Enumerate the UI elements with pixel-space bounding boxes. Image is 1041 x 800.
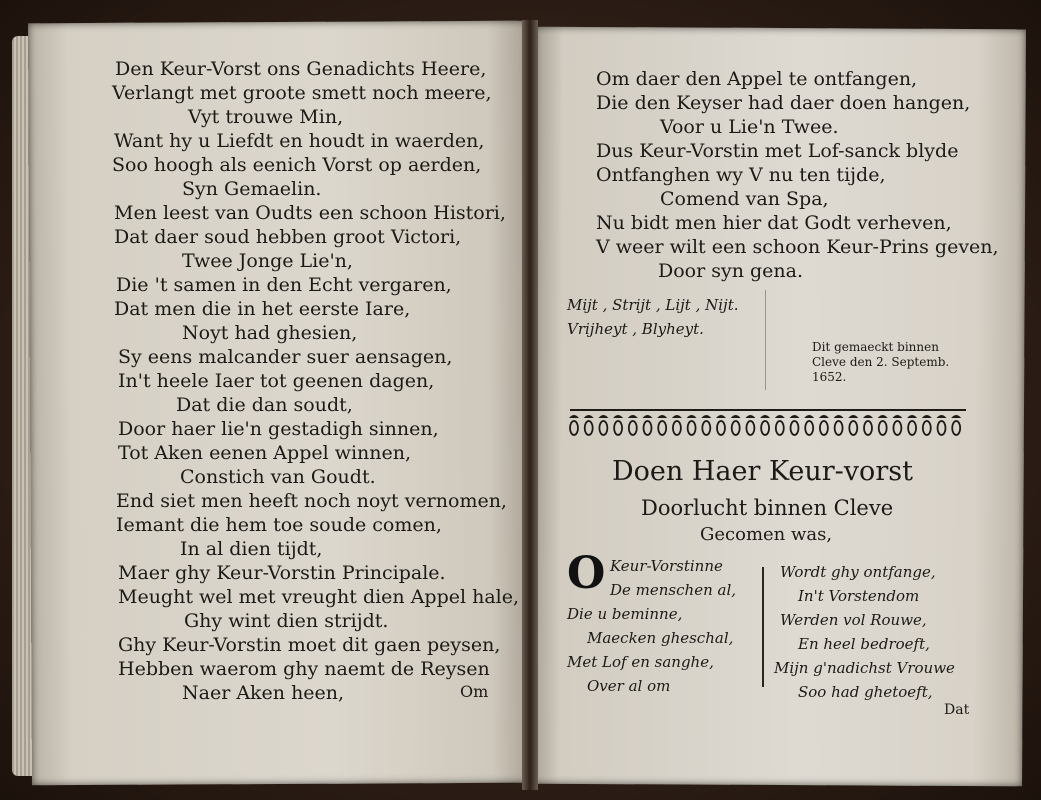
catchword: Om [460, 682, 489, 701]
verse-line: Syn Gemaelin. [182, 178, 322, 200]
ornament-acorn-cap [775, 415, 785, 418]
ornament-acorn-cap [657, 415, 667, 418]
ornament-row [569, 415, 961, 435]
verse-line: Soo hoogh als eenich Vorst op aerden, [112, 154, 482, 176]
verse-line: Iemant die hem toe soude comen, [116, 514, 442, 536]
ornament-acorn-cap [643, 415, 653, 418]
poem-line: Die u beminne, [567, 605, 683, 623]
verse-line: Meught wel met vreught dien Appel hale, [118, 586, 520, 608]
verse-line: Dus Keur-Vorstin met Lof-sanck blyde [596, 140, 959, 162]
verse-line: Den Keur-Vorst ons Genadichts Heere, [115, 58, 487, 80]
divider [765, 290, 766, 390]
ornament-acorn [658, 421, 666, 435]
verse-line: Hebben waerom ghy naemt de Reysen [118, 658, 490, 680]
verse-line: Noyt had ghesien, [182, 322, 358, 344]
ornament-acorn [732, 421, 740, 435]
section-subheading: Gecomen was, [700, 524, 833, 545]
verse-line: Dat daer soud hebben groot Victori, [114, 226, 462, 248]
ornament-acorn [938, 421, 946, 435]
ornament-acorn [746, 421, 754, 435]
ornament-acorn [893, 421, 901, 435]
ornament-acorn [791, 421, 799, 435]
ornament-acorn-cap [569, 415, 579, 418]
motto-line: Mijt , Strijt , Lijt , Nijt. [567, 296, 739, 314]
verse-line: Ghy wint dien strijdt. [184, 610, 389, 632]
ornament-acorn-cap [951, 415, 961, 418]
verse-line: Sy eens malcander suer aensagen, [118, 346, 453, 368]
ornament-acorn [952, 421, 960, 435]
date-note [812, 340, 949, 385]
poem-line: Met Lof en sanghe, [567, 653, 714, 671]
ornament-acorn [599, 421, 607, 435]
verse-line: Die 't samen in den Echt vergaren, [116, 274, 452, 296]
verse-line: Door syn gena. [658, 260, 804, 282]
ornament-acorn-cap [790, 415, 800, 418]
ornament-acorn [717, 421, 725, 435]
verse-line: Want hy u Liefdt en houdt in waerden, [114, 130, 485, 152]
ornament-acorn [805, 421, 813, 435]
ornament-acorn-cap [716, 415, 726, 418]
ornament-acorn-cap [819, 415, 829, 418]
ornament-acorn-cap [907, 415, 917, 418]
poem-line: Maecken gheschal, [587, 629, 734, 647]
ornament-acorn-cap [848, 415, 858, 418]
poem-line: Mijn g'nadichst Vrouwe [774, 659, 955, 677]
section-subheading: Doorlucht binnen Cleve [641, 496, 894, 520]
motto-line: Vrijheyt , Blyheyt. [567, 320, 704, 338]
ornament-acorn-cap [628, 415, 638, 418]
ornament-acorn-cap [937, 415, 947, 418]
ornament-acorn [570, 421, 578, 435]
ornament-acorn [585, 421, 593, 435]
ornament-acorn [879, 421, 887, 435]
verse-line: End siet men heeft noch noyt vernomen, [116, 490, 507, 512]
poem-line: En heel bedroeft, [798, 635, 930, 653]
verse-line: Maer ghy Keur-Vorstin Principale. [118, 562, 446, 584]
ornament-acorn [644, 421, 652, 435]
verse-line: Tot Aken eenen Appel winnen, [118, 442, 412, 464]
note-line: 1652. [812, 370, 847, 384]
verse-line: Dat die dan soudt, [176, 394, 353, 416]
ornament-acorn-cap [731, 415, 741, 418]
note-line: Cleve den 2. Septemb. [812, 355, 950, 369]
verse-line: Verlangt met groote smett noch meere, [112, 82, 492, 104]
poem-line: Werden vol Rouwe, [780, 611, 927, 629]
verse-line: Ontfanghen wy V nu ten tijde, [596, 164, 886, 186]
drop-cap: O [567, 548, 606, 599]
ornament-acorn [776, 421, 784, 435]
ornament-acorn [908, 421, 916, 435]
poem-line: In't Vorstendom [798, 587, 920, 605]
verse-line: Naer Aken heen, [182, 682, 345, 704]
column-divider [762, 567, 764, 687]
ornament-acorn-cap [922, 415, 932, 418]
verse-line: Ghy Keur-Vorstin moet dit gaen peysen, [118, 634, 501, 656]
verse-line: Die den Keyser had daer doen hangen, [596, 92, 971, 114]
ornament-border [566, 408, 970, 446]
ornament-acorn-cap [687, 415, 697, 418]
verse-line: Twee Jonge Lie'n, [182, 250, 353, 272]
ornament-acorn [614, 421, 622, 435]
ornament-acorn-cap [760, 415, 770, 418]
ornament-acorn [864, 421, 872, 435]
ornament-acorn-cap [892, 415, 902, 418]
ornament-acorn [849, 421, 857, 435]
verse-line: In't heele Iaer tot geenen dagen, [118, 370, 435, 392]
poem-line: Over al om [587, 677, 671, 695]
poem-line: Wordt ghy ontfange, [780, 563, 936, 581]
ornament-acorn-cap [672, 415, 682, 418]
verse-line: Men leest van Oudts een schoon Histori, [114, 202, 506, 224]
verse-line: V weer wilt een schoon Keur-Prins geven, [596, 236, 999, 258]
ornament-acorn-cap [863, 415, 873, 418]
ornament-acorn [702, 421, 710, 435]
verse-line: Constich van Goudt. [180, 466, 376, 488]
ornament-acorn [820, 421, 828, 435]
poem-line: Keur-Vorstinne [610, 557, 723, 575]
ornament-acorn [673, 421, 681, 435]
ornament-acorn-cap [745, 415, 755, 418]
ornament-acorn-cap [701, 415, 711, 418]
verse-line: Nu bidt men hier dat Godt verheven, [596, 212, 952, 234]
verse-line: Door haer lie'n gestadigh sinnen, [118, 418, 439, 440]
ornament-acorn-cap [598, 415, 608, 418]
ornament-acorn-cap [613, 415, 623, 418]
verse-line: Voor u Lie'n Twee. [660, 116, 839, 138]
verse-line: Comend van Spa, [660, 188, 829, 210]
ornament-acorn [688, 421, 696, 435]
ornament-acorn-cap [804, 415, 814, 418]
verse-line: Om daer den Appel te ontfangen, [596, 68, 918, 90]
ornament-acorn [835, 421, 843, 435]
ornament-acorn-cap [834, 415, 844, 418]
ornament-acorn [923, 421, 931, 435]
verse-line: Dat men die in het eerste Iare, [114, 298, 411, 320]
poem-line: De menschen al, [610, 581, 737, 599]
catchword: Dat [944, 702, 970, 718]
poem-line: Soo had ghetoeft, [798, 683, 933, 701]
section-heading: Doen Haer Keur-vorst [612, 456, 913, 487]
note-line: Dit gemaeckt binnen [812, 340, 939, 354]
verse-line: Vyt trouwe Min, [188, 106, 344, 128]
verse-line: In al dien tijdt, [180, 538, 323, 560]
ornament-acorn [629, 421, 637, 435]
ornament-acorn-cap [878, 415, 888, 418]
book-gutter [522, 20, 538, 790]
ornament-acorn-cap [584, 415, 594, 418]
ornament-acorn [761, 421, 769, 435]
